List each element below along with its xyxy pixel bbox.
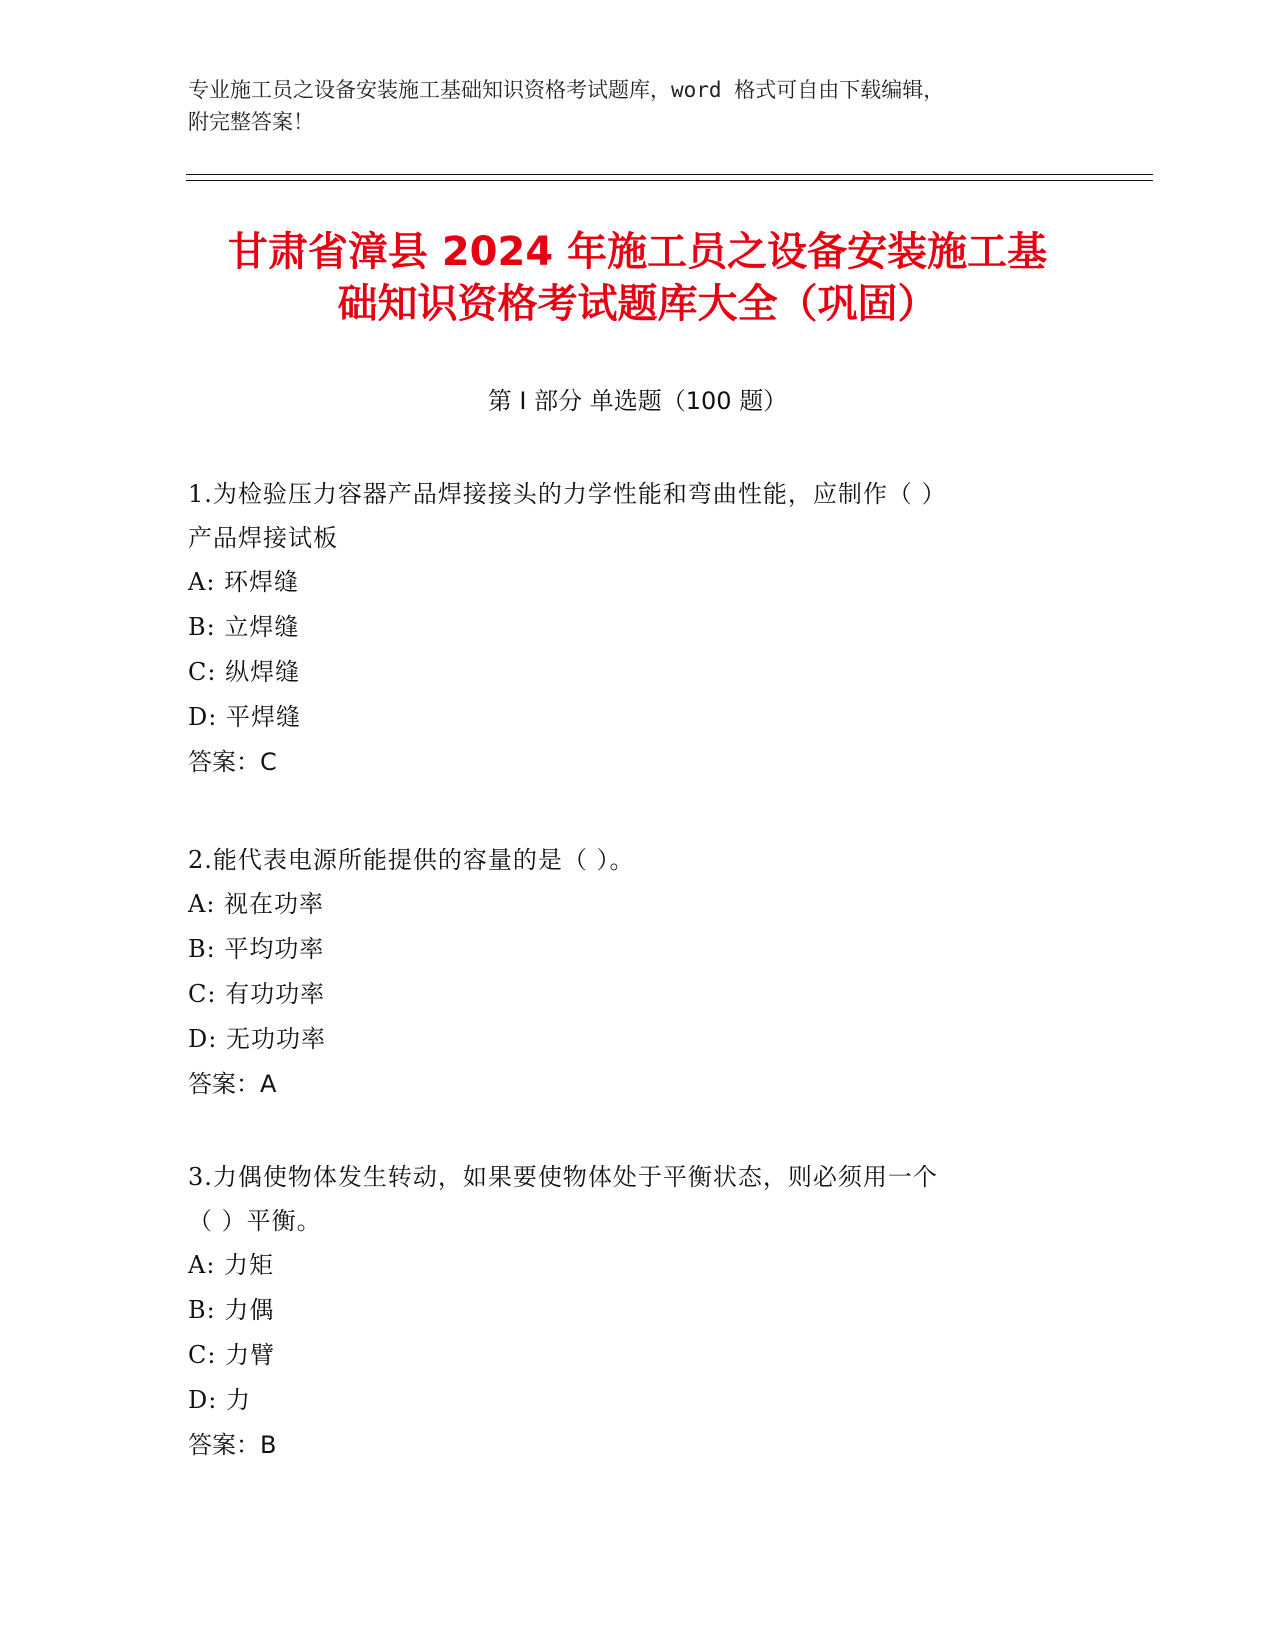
option-c: C: 有功功率 [188,980,326,1008]
question-1 [188,472,1088,785]
header-rule-bottom [186,180,1153,181]
question-2 [188,838,1088,1107]
answer: 答案：B [188,1431,277,1459]
document-title-line-1: 甘肃省漳县 2024 年施工员之设备安装施工基 [227,229,1048,275]
option-c: C: 力臂 [188,1341,276,1369]
option-d: D: 平焊缝 [188,703,301,731]
document-title [150,226,1125,330]
option-d: D: 无功功率 [188,1025,326,1053]
answer: 答案：A [188,1070,277,1098]
question-stem: 1.为检验压力容器产品焊接接头的力学性能和弯曲性能，应制作（ ） [188,480,947,508]
section-heading: 第 I 部分 单选题（100 题） [487,387,788,415]
question-3 [188,1155,1088,1468]
option-b: B: 力偶 [188,1296,275,1324]
option-a: A: 力矩 [188,1251,275,1279]
header-rule-top [186,174,1153,175]
question-stem-continued: （ ）平衡。 [188,1207,322,1235]
header-note-line-2: 附完整答案！ [188,110,314,134]
question-stem: 2.能代表电源所能提供的容量的是（ ）。 [188,846,635,874]
option-b: B: 立焊缝 [188,613,300,641]
question-stem: 3.力偶使物体发生转动，如果要使物体处于平衡状态，则必须用一个 [188,1163,938,1191]
option-d: D: 力 [188,1386,251,1414]
option-a: A: 环焊缝 [188,568,300,596]
header-note-line-1: 专业施工员之设备安装施工基础知识资格考试题库，word 格式可自由下载编辑， [188,78,945,102]
option-b: B: 平均功率 [188,935,325,963]
question-stem-continued: 产品焊接试板 [188,524,338,552]
option-a: A: 视在功率 [188,890,325,918]
option-c: C: 纵焊缝 [188,658,301,686]
header-note [188,74,1088,138]
document-title-line-2: 础知识资格考试题库大全（巩固） [337,281,938,327]
answer: 答案：C [188,748,277,776]
